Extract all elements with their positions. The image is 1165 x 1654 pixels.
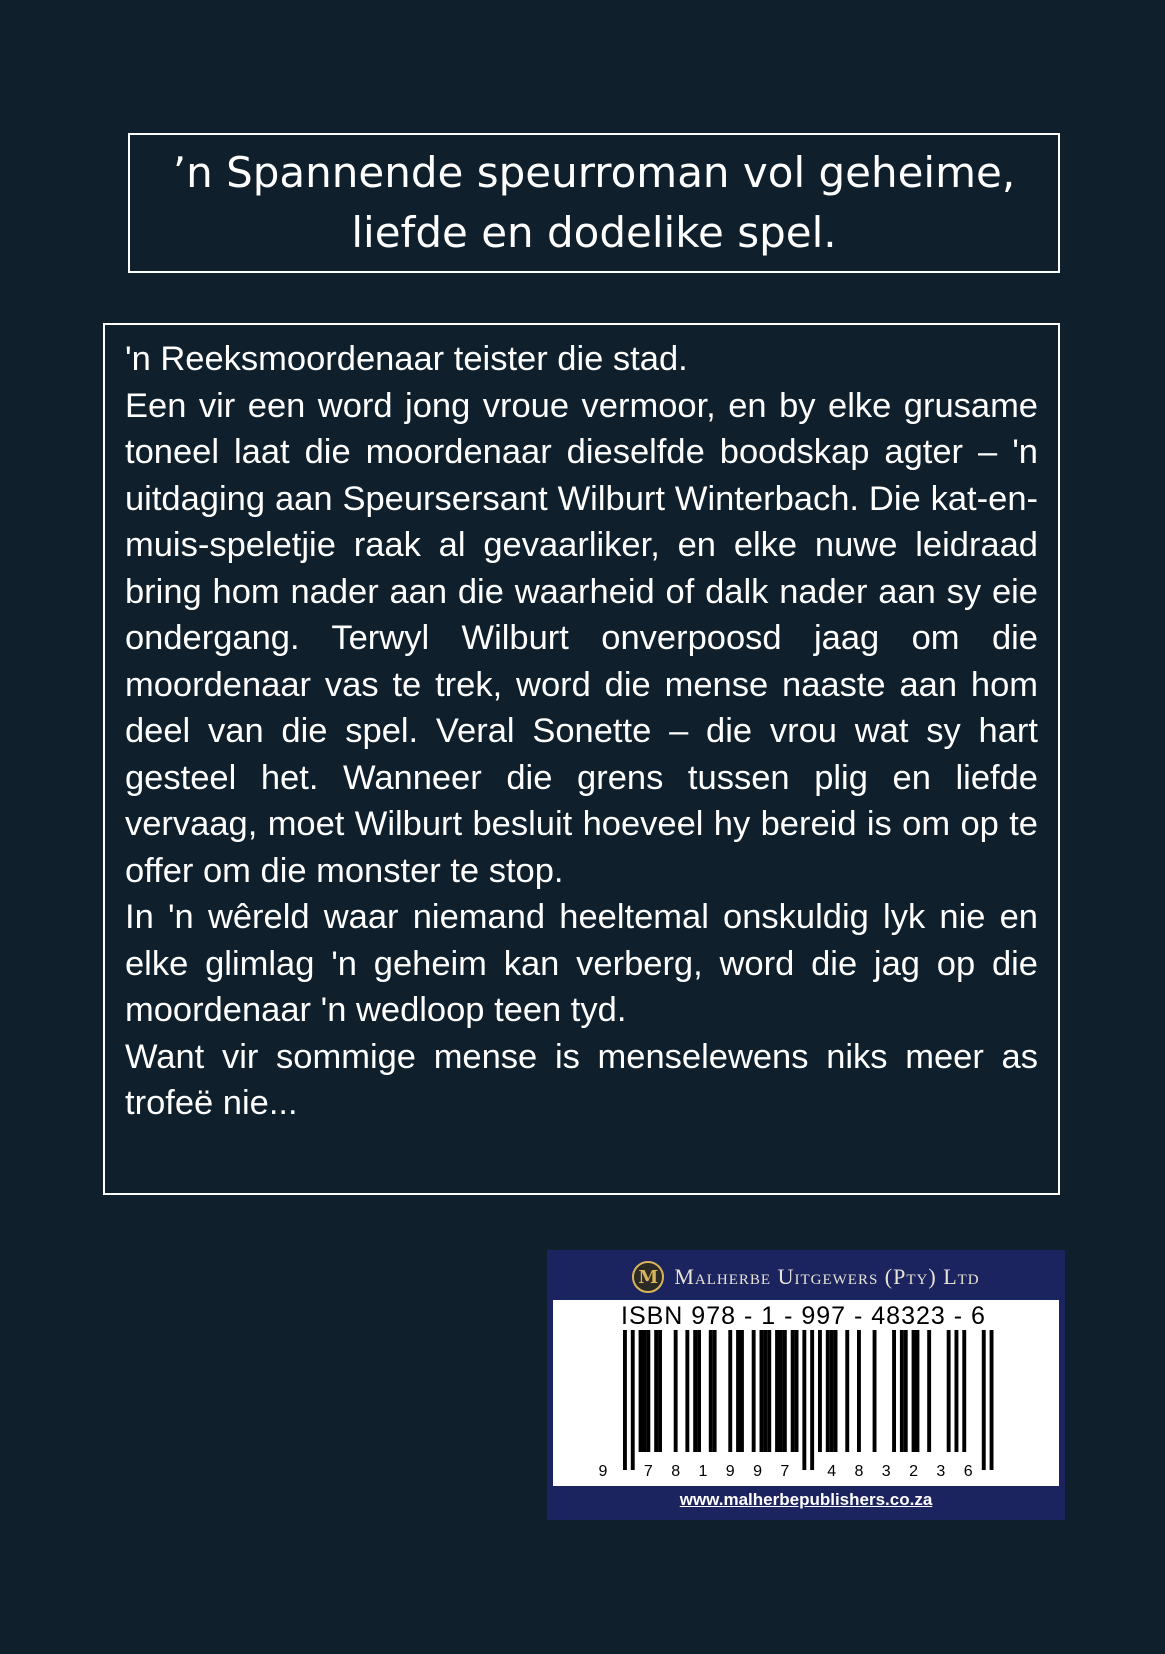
barcode-bar bbox=[752, 1330, 756, 1452]
publisher-url-link[interactable]: www.malherbepublishers.co.za bbox=[679, 1490, 933, 1509]
barcode-bar bbox=[912, 1330, 916, 1452]
barcode-bar bbox=[904, 1330, 908, 1452]
barcode-bar bbox=[740, 1330, 744, 1452]
barcode-bar bbox=[736, 1330, 740, 1452]
barcode-digit: 9 bbox=[753, 1463, 763, 1480]
barcode-bar bbox=[826, 1330, 830, 1452]
barcode-bar bbox=[760, 1330, 764, 1452]
barcode-bar bbox=[713, 1330, 717, 1452]
barcode-bar bbox=[795, 1330, 799, 1452]
barcode-bar bbox=[927, 1330, 931, 1452]
barcode-bar bbox=[646, 1330, 650, 1452]
barcode-bar bbox=[763, 1330, 767, 1452]
tagline-box bbox=[128, 133, 1060, 273]
barcode-digit: 1 bbox=[698, 1463, 708, 1480]
barcode-bar bbox=[916, 1330, 920, 1452]
barcode-bar bbox=[845, 1330, 849, 1452]
barcode-bar bbox=[857, 1330, 861, 1452]
barcode-digit: 9 bbox=[725, 1463, 735, 1480]
barcode-bar bbox=[900, 1330, 904, 1452]
barcode-digit: 7 bbox=[643, 1463, 653, 1480]
barcode-digit: 2 bbox=[909, 1463, 919, 1480]
barcode-digit: 8 bbox=[671, 1463, 681, 1480]
barcode-bar bbox=[830, 1330, 834, 1452]
tagline-line-1: ’n Spannende speurroman vol geheime, bbox=[172, 148, 1016, 197]
barcode-bar bbox=[709, 1330, 713, 1452]
barcode-bar bbox=[955, 1330, 959, 1452]
isbn-label: ISBN 978 - 1 - 997 - 48323 - 6 bbox=[621, 1302, 986, 1330]
tagline-line-2: liefde en dodelike spel. bbox=[351, 208, 837, 257]
blurb-box bbox=[103, 323, 1060, 1195]
barcode-bar bbox=[775, 1330, 779, 1452]
barcode-bar bbox=[693, 1330, 697, 1452]
blurb-paragraph-3: In 'n wêreld waar niemand heeltemal onskuldig lyk nie en elke glimlag 'n geheim kan verberg, word die jag op die moordenaar 'n wedloop teen tyd. bbox=[125, 898, 1038, 1029]
barcode-bar bbox=[643, 1330, 647, 1452]
barcode-bar bbox=[779, 1330, 783, 1452]
barcode-bar bbox=[962, 1330, 966, 1452]
barcode-bar bbox=[834, 1330, 838, 1452]
barcode-bar bbox=[685, 1330, 689, 1452]
barcode-bar bbox=[654, 1330, 658, 1452]
barcode-graphic bbox=[553, 1300, 1059, 1486]
barcode-digit: 3 bbox=[936, 1463, 946, 1480]
barcode-bar bbox=[767, 1330, 771, 1452]
barcode-bar bbox=[873, 1330, 877, 1452]
barcode-digit: 4 bbox=[827, 1463, 837, 1480]
barcode-bar bbox=[818, 1330, 822, 1452]
barcode-bar bbox=[639, 1330, 643, 1452]
barcode-bar bbox=[947, 1330, 951, 1452]
barcode-bar bbox=[658, 1330, 662, 1452]
barcode-bar bbox=[697, 1330, 701, 1452]
barcode-bar bbox=[982, 1330, 986, 1470]
blurb-paragraph-2: Een vir een word jong vroue vermoor, en by elke grusame toneel laat die moordenaar dieselfde boodskap agter – 'n uitdaging aan Speursersant Wilburt Winterbach. Die kat-en-muis-speletjie raak al gevaarliker, en elke nuwe leidraad bring hom nader aan die waarheid of dalk nader aan sy eie ondergang. Terwyl Wilburt onverpoosd jaag om die moordenaar vas te trek, word die mense naaste aan hom deel van die spel. Veral Sonette – die vrou wat sy hart gesteel het. Wanneer die grens tussen plig en liefde vervaag, moet Wilburt besluit hoeveel hy bereid is om op te offer om die monster te stop. bbox=[125, 386, 1038, 890]
barcode-digit: 9 bbox=[598, 1463, 608, 1480]
barcode-bar bbox=[810, 1330, 814, 1470]
barcode-bar bbox=[623, 1330, 627, 1470]
barcode-bar bbox=[783, 1330, 787, 1452]
barcode-digit: 6 bbox=[963, 1463, 973, 1480]
barcode-bar bbox=[990, 1330, 994, 1470]
publisher-name: Malherbe Uitgewers (Pty) Ltd bbox=[674, 1264, 980, 1289]
barcode-bar bbox=[631, 1330, 635, 1470]
barcode-bar bbox=[892, 1330, 896, 1452]
barcode-area bbox=[553, 1300, 1059, 1486]
publisher-header bbox=[547, 1260, 1065, 1294]
barcode-bar bbox=[728, 1330, 732, 1452]
barcode-digit: 7 bbox=[780, 1463, 790, 1480]
barcode-bar bbox=[791, 1330, 795, 1452]
blurb-paragraph-4: Want vir sommige mense is menselewens niks meer as trofeë nie... bbox=[125, 1037, 1038, 1122]
blurb-paragraph-1: 'n Reeksmoordenaar teister die stad. bbox=[125, 340, 688, 378]
barcode-bar bbox=[674, 1330, 678, 1452]
barcode-bar bbox=[802, 1330, 806, 1470]
barcode-digit: 3 bbox=[881, 1463, 891, 1480]
barcode-panel bbox=[547, 1250, 1065, 1520]
publisher-logo-icon: M bbox=[632, 1261, 664, 1293]
barcode-digit: 8 bbox=[854, 1463, 864, 1480]
